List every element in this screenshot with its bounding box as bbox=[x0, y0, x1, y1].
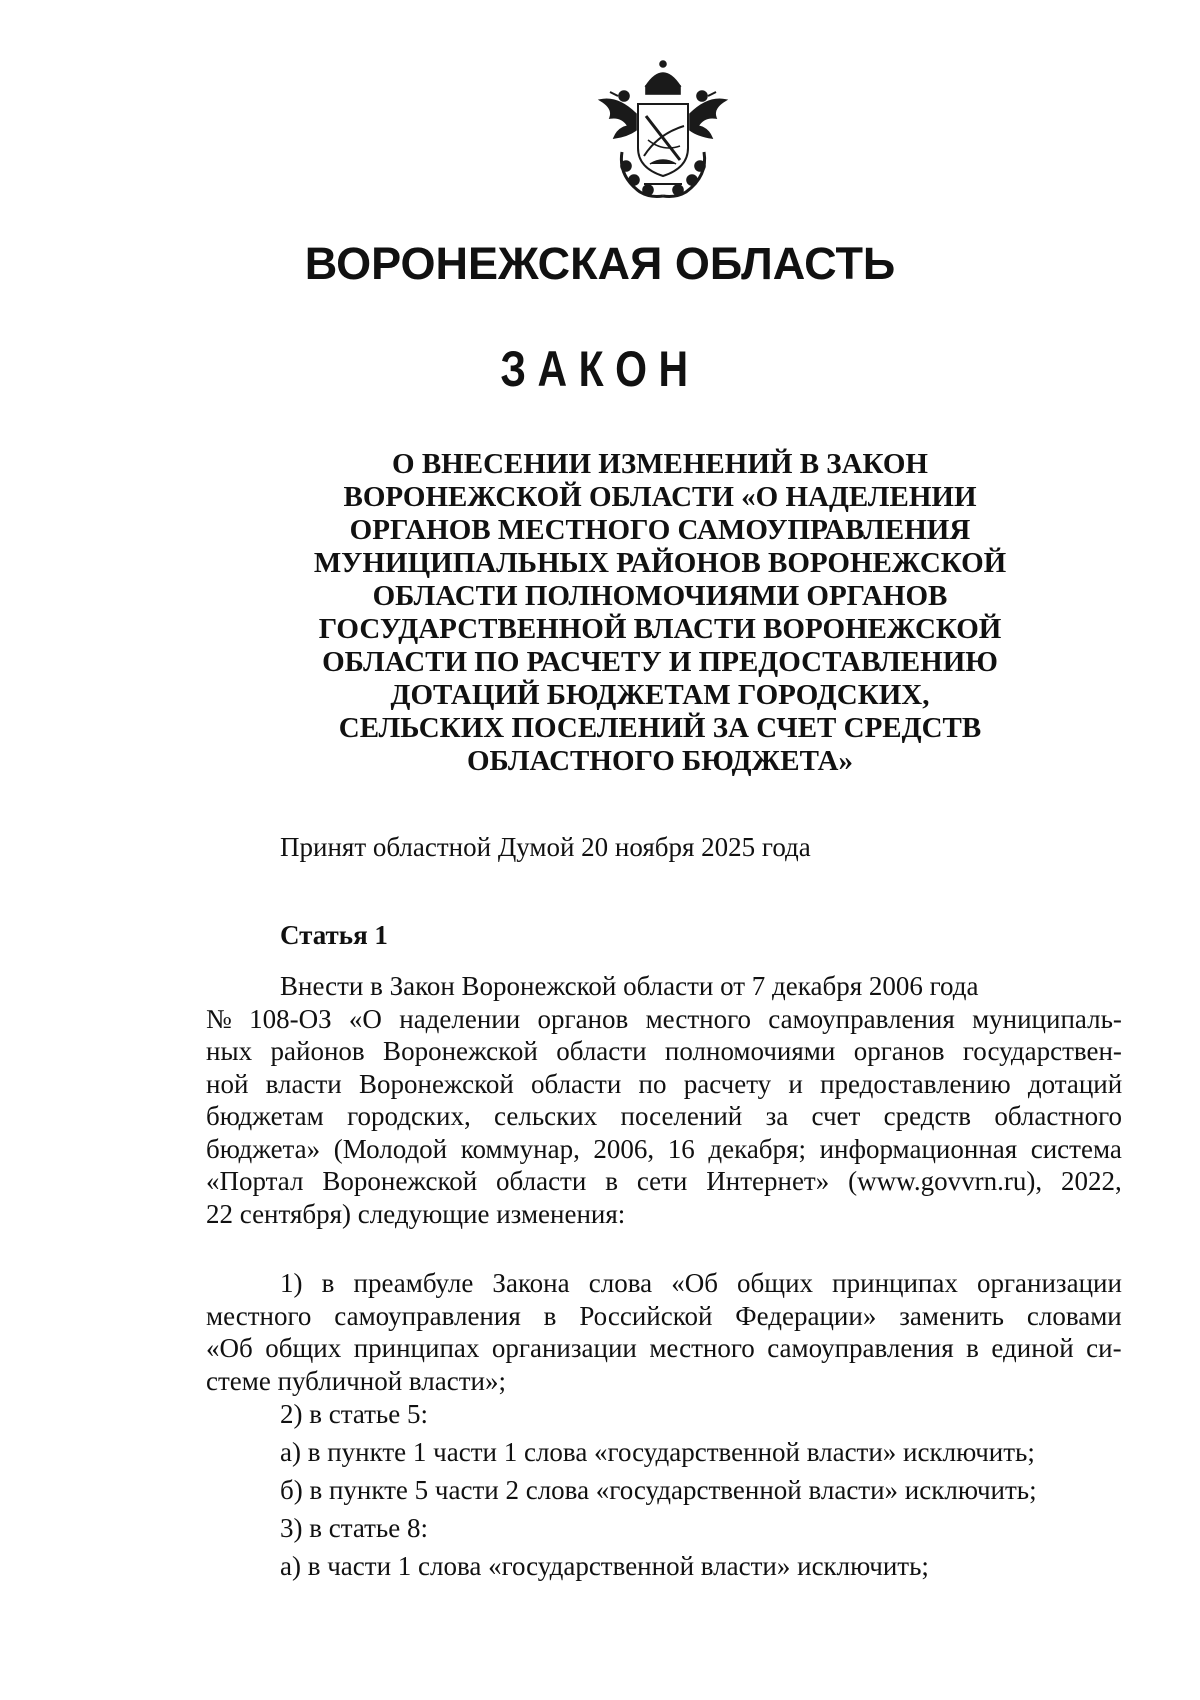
title-line: ВОРОНЕЖСКОЙ ОБЛАСТИ «О НАДЕЛЕНИИ bbox=[343, 481, 977, 513]
law-title bbox=[280, 448, 1040, 778]
title-line: ОБЛАСТНОГО БЮДЖЕТА» bbox=[466, 745, 853, 777]
list-item: 3) в статье 8: bbox=[280, 1513, 428, 1543]
title-line: МУНИЦИПАЛЬНЫХ РАЙОНОВ ВОРОНЕЖСКОЙ bbox=[313, 547, 1007, 579]
article-intro-paragraph bbox=[206, 970, 1122, 1230]
region-heading: ВОРОНЕЖСКАЯ ОБЛАСТЬ bbox=[304, 238, 896, 289]
title-line: О ВНЕСЕНИИ ИЗМЕНЕНИЙ В ЗАКОН bbox=[392, 448, 928, 480]
paragraph-line: бюджета» (Молодой коммунар, 2006, 16 декабря; информационная система bbox=[206, 1133, 1122, 1164]
title-line: ОБЛАСТИ ПОЛНОМОЧИЯМИ ОРГАНОВ bbox=[372, 580, 948, 612]
paragraph-line: 22 сентября) следующие изменения: bbox=[206, 1198, 626, 1229]
paragraph-line: ной власти Воронежской области по расчету и предоставлению дотаций bbox=[206, 1068, 1123, 1099]
paragraph-line: ных районов Воронежской области полномочиями органов государствен- bbox=[206, 1036, 1122, 1066]
article-item-1 bbox=[206, 1267, 1122, 1397]
list-item: а) в части 1 слова «государственной власти» исключить; bbox=[280, 1551, 929, 1581]
title-line: ГОСУДАРСТВЕННОЙ ВЛАСТИ ВОРОНЕЖСКОЙ bbox=[318, 613, 1002, 645]
paragraph-line: бюджетам городских, сельских поселений за счет средств областного bbox=[206, 1101, 1123, 1131]
paragraph-line: «Портал Воронежской области в сети Интернет» (www.govvrn.ru), 2022, bbox=[206, 1166, 1122, 1196]
title-line: СЕЛЬСКИХ ПОСЕЛЕНИЙ ЗА СЧЕТ СРЕДСТВ bbox=[338, 712, 982, 744]
title-line: ОБЛАСТИ ПО РАСЧЕТУ И ПРЕДОСТАВЛЕНИЮ bbox=[322, 646, 998, 678]
adoption-note: Принят областной Думой 20 ноября 2025 года bbox=[280, 832, 811, 862]
paragraph-line: стеме публичной власти»; bbox=[206, 1365, 506, 1396]
article-heading: Статья 1 bbox=[280, 920, 388, 950]
list-item: б) в пункте 5 части 2 слова «государственной власти» исключить; bbox=[280, 1475, 1037, 1505]
paragraph-line: 1) в преамбуле Закона слова «Об общих принципах организации bbox=[280, 1268, 1122, 1298]
list-item: а) в пункте 1 части 1 слова «государственной власти» исключить; bbox=[280, 1437, 1035, 1467]
paragraph-line: «Об общих принципах организации местного самоуправления в единой си- bbox=[206, 1333, 1122, 1363]
list-item: 2) в статье 5: bbox=[280, 1399, 428, 1429]
paragraph-line: № 108-ОЗ «О наделении органов местного самоуправления муниципаль- bbox=[206, 1003, 1122, 1034]
title-line: ДОТАЦИЙ БЮДЖЕТАМ ГОРОДСКИХ, bbox=[390, 679, 930, 711]
title-line: ОРГАНОВ МЕСТНОГО САМОУПРАВЛЕНИЯ bbox=[349, 514, 971, 546]
coat-of-arms-icon bbox=[588, 56, 738, 206]
paragraph-line: местного самоуправления в Российской Федерации» заменить словами bbox=[206, 1300, 1122, 1331]
document-type-heading: ЗАКОН bbox=[500, 341, 700, 397]
paragraph-line: Внести в Закон Воронежской области от 7 декабря 2006 года bbox=[280, 971, 979, 1001]
